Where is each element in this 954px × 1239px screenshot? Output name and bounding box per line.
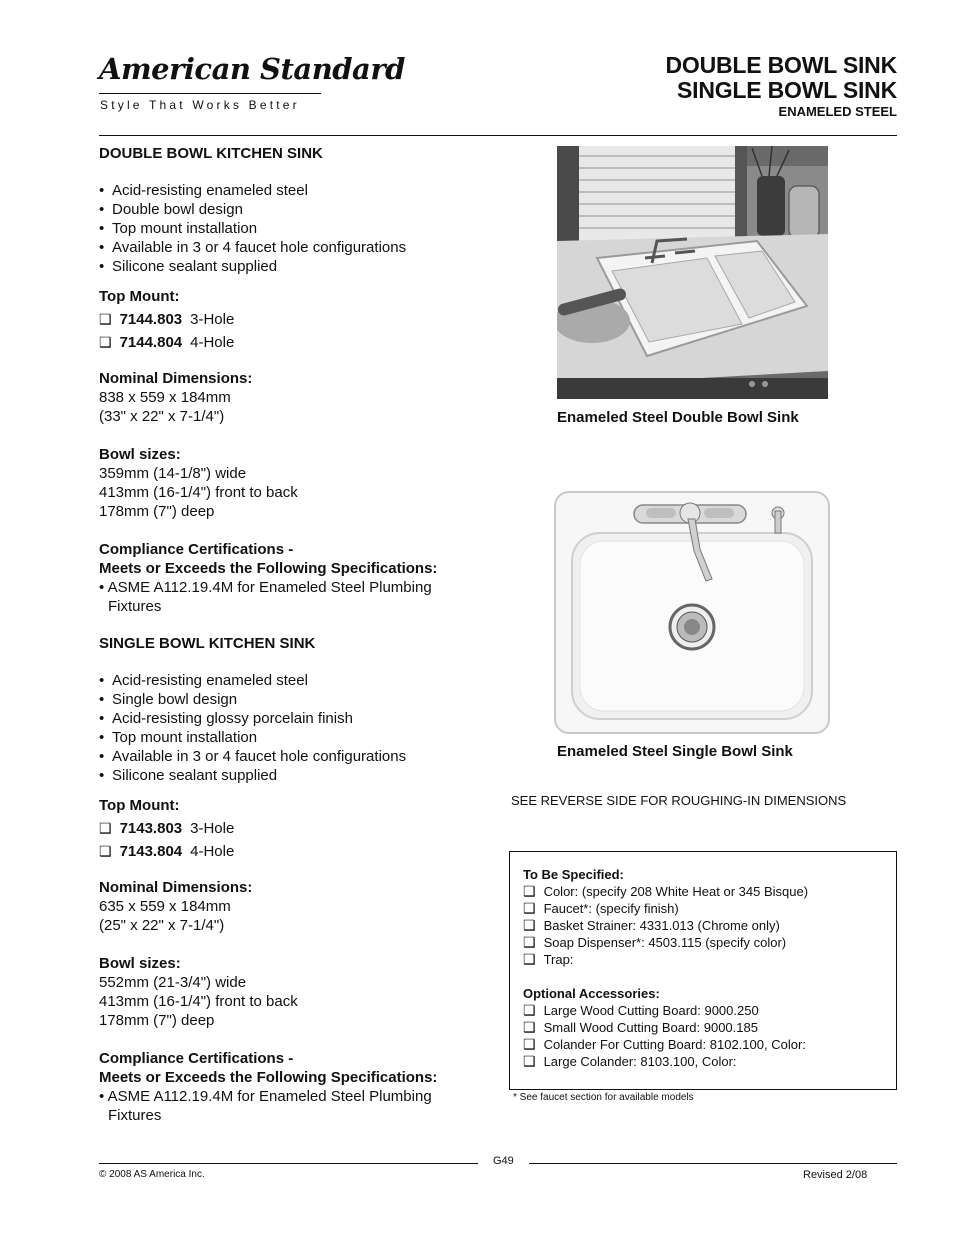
spec-item-label: Color: (specify 208 White Heat or 345 Bisque) — [543, 884, 809, 899]
compliance-heading: Meets or Exceeds the Following Specifications: — [99, 560, 438, 577]
document-title — [666, 53, 897, 119]
spec-item[interactable] — [523, 883, 808, 900]
accessory-label: Large Colander: 8103.100, Color: — [543, 1054, 737, 1069]
bowl-size: 413mm (16-1/4") front to back — [99, 993, 298, 1010]
spec-item[interactable] — [523, 917, 808, 934]
single-top-mount-label: Top Mount: — [99, 797, 180, 814]
title-line-1: DOUBLE BOWL SINK — [665, 52, 897, 78]
spec-item-label: Basket Strainer: 4331.013 (Chrome only) — [543, 918, 780, 933]
checkbox-icon: ❑ — [99, 820, 112, 836]
accessory-item[interactable] — [523, 1019, 808, 1036]
checkbox-icon: ❑ — [99, 334, 112, 350]
compliance-item: • ASME A112.19.4M for Enameled Steel Plumbing — [99, 579, 432, 596]
model-desc: 3-Hole — [190, 820, 235, 837]
checkbox-icon[interactable]: ❑ — [523, 900, 536, 916]
spec-item-label: Soap Dispenser*: 4503.115 (specify color) — [543, 935, 787, 950]
checkbox-icon[interactable]: ❑ — [523, 934, 536, 950]
checkbox-icon[interactable]: ❑ — [523, 1002, 536, 1018]
model-desc: 4-Hole — [190, 334, 235, 351]
double-model-row — [99, 310, 499, 329]
single-heading: SINGLE BOWL KITCHEN SINK — [99, 635, 316, 652]
checkbox-icon: ❑ — [99, 311, 112, 327]
accessory-item[interactable] — [523, 1053, 808, 1070]
spec-item-label: Faucet*: (specify finish) — [543, 901, 679, 916]
model-desc: 3-Hole — [190, 311, 235, 328]
bowl-size: 359mm (14-1/8") wide — [99, 465, 247, 482]
double-bowl — [99, 445, 499, 521]
model-number: 7144.803 — [119, 311, 183, 328]
list-item: • Single bowl design — [99, 690, 499, 709]
bowl-size: 552mm (21-3/4") wide — [99, 974, 247, 991]
title-line-2: SINGLE BOWL SINK — [677, 77, 897, 103]
bowl-label: Bowl sizes: — [99, 955, 181, 972]
checkbox-icon[interactable]: ❑ — [523, 883, 536, 899]
list-item: • Acid-resisting glossy porcelain finish — [99, 709, 499, 728]
header-divider — [99, 135, 897, 136]
list-item: • Top mount installation — [99, 219, 499, 238]
reverse-side-note: SEE REVERSE SIDE FOR ROUGHING-IN DIMENSIONS — [511, 793, 847, 808]
double-bowl-sink-photo — [557, 146, 828, 399]
list-item: • Silicone sealant supplied — [99, 766, 499, 785]
spec-item[interactable] — [523, 951, 808, 968]
double-top-mount-label: Top Mount: — [99, 288, 180, 305]
double-model-row — [99, 333, 499, 352]
double-heading: DOUBLE BOWL KITCHEN SINK — [99, 145, 323, 162]
model-number: 7143.804 — [119, 843, 183, 860]
list-item: • Acid-resisting enameled steel — [99, 671, 499, 690]
bowl-label: Bowl sizes: — [99, 446, 181, 463]
list-item: • Acid-resisting enameled steel — [99, 181, 499, 200]
checkbox-icon[interactable]: ❑ — [523, 951, 536, 967]
copyright: © 2008 AS America Inc. — [99, 1169, 205, 1180]
footer-divider-right — [529, 1163, 897, 1164]
spec-box-content — [523, 866, 808, 1070]
double-compliance — [99, 540, 499, 616]
page-number: G49 — [493, 1155, 514, 1167]
optional-accessories-label: Optional Accessories: — [523, 986, 660, 1001]
revised-date: Revised 2/08 — [803, 1169, 868, 1181]
compliance-heading: Compliance Certifications - — [99, 541, 294, 558]
single-bowl-sink-photo — [554, 491, 830, 734]
accessory-label: Large Wood Cutting Board: 9000.250 — [543, 1003, 759, 1018]
single-features — [99, 671, 499, 785]
single-compliance — [99, 1049, 499, 1125]
list-item: • Double bowl design — [99, 200, 499, 219]
nominal-label: Nominal Dimensions: — [99, 370, 253, 387]
model-number: 7144.804 — [119, 334, 183, 351]
single-bowl — [99, 954, 499, 1030]
compliance-heading: Compliance Certifications - — [99, 1050, 294, 1067]
list-item: • Available in 3 or 4 faucet hole configurations — [99, 747, 499, 766]
spacer — [523, 968, 808, 985]
to-be-specified-label: To Be Specified: — [523, 867, 624, 882]
checkbox-icon[interactable]: ❑ — [523, 1019, 536, 1035]
bowl-size: 178mm (7") deep — [99, 503, 215, 520]
checkbox-icon: ❑ — [99, 843, 112, 859]
double-features — [99, 181, 499, 276]
spec-item[interactable] — [523, 900, 808, 917]
single-model-row — [99, 842, 499, 861]
bowl-size: 178mm (7") deep — [99, 1012, 215, 1029]
double-bowl-caption: Enameled Steel Double Bowl Sink — [557, 409, 799, 426]
logo-underline — [99, 93, 321, 94]
double-nominal — [99, 369, 499, 426]
spec-column — [99, 144, 499, 1125]
brand-logo: American Standard — [99, 52, 405, 86]
single-model-row — [99, 819, 499, 838]
compliance-item-cont: Fixtures — [108, 1107, 162, 1124]
single-nominal — [99, 878, 499, 935]
compliance-item-cont: Fixtures — [108, 598, 162, 615]
checkbox-icon[interactable]: ❑ — [523, 1036, 536, 1052]
nominal-mm: 838 x 559 x 184mm — [99, 389, 231, 406]
model-number: 7143.803 — [119, 820, 183, 837]
spec-item-label: Trap: — [543, 952, 574, 967]
compliance-heading: Meets or Exceeds the Following Specifications: — [99, 1069, 438, 1086]
checkbox-icon[interactable]: ❑ — [523, 917, 536, 933]
accessory-item[interactable] — [523, 1002, 808, 1019]
title-subtitle: ENAMELED STEEL — [778, 104, 897, 119]
spec-item[interactable] — [523, 934, 808, 951]
nominal-in: (25" x 22" x 7-1/4") — [99, 917, 225, 934]
accessory-label: Colander For Cutting Board: 8102.100, Color: — [543, 1037, 806, 1052]
bowl-size: 413mm (16-1/4") front to back — [99, 484, 298, 501]
nominal-label: Nominal Dimensions: — [99, 879, 253, 896]
single-bowl-caption: Enameled Steel Single Bowl Sink — [557, 743, 793, 760]
faucet-footnote: * See faucet section for available models — [513, 1092, 694, 1103]
nominal-in: (33" x 22" x 7-1/4") — [99, 408, 225, 425]
specification-box — [509, 851, 897, 1090]
list-item: • Top mount installation — [99, 728, 499, 747]
model-desc: 4-Hole — [190, 843, 235, 860]
accessory-label: Small Wood Cutting Board: 9000.185 — [543, 1020, 758, 1035]
footer-divider-left — [99, 1163, 478, 1164]
list-item: • Silicone sealant supplied — [99, 257, 499, 276]
brand-tagline: Style That Works Better — [100, 98, 300, 112]
list-item: • Available in 3 or 4 faucet hole configurations — [99, 238, 499, 257]
compliance-item: • ASME A112.19.4M for Enameled Steel Plumbing — [99, 1088, 432, 1105]
checkbox-icon[interactable]: ❑ — [523, 1053, 536, 1069]
nominal-mm: 635 x 559 x 184mm — [99, 898, 231, 915]
accessory-item[interactable] — [523, 1036, 808, 1053]
